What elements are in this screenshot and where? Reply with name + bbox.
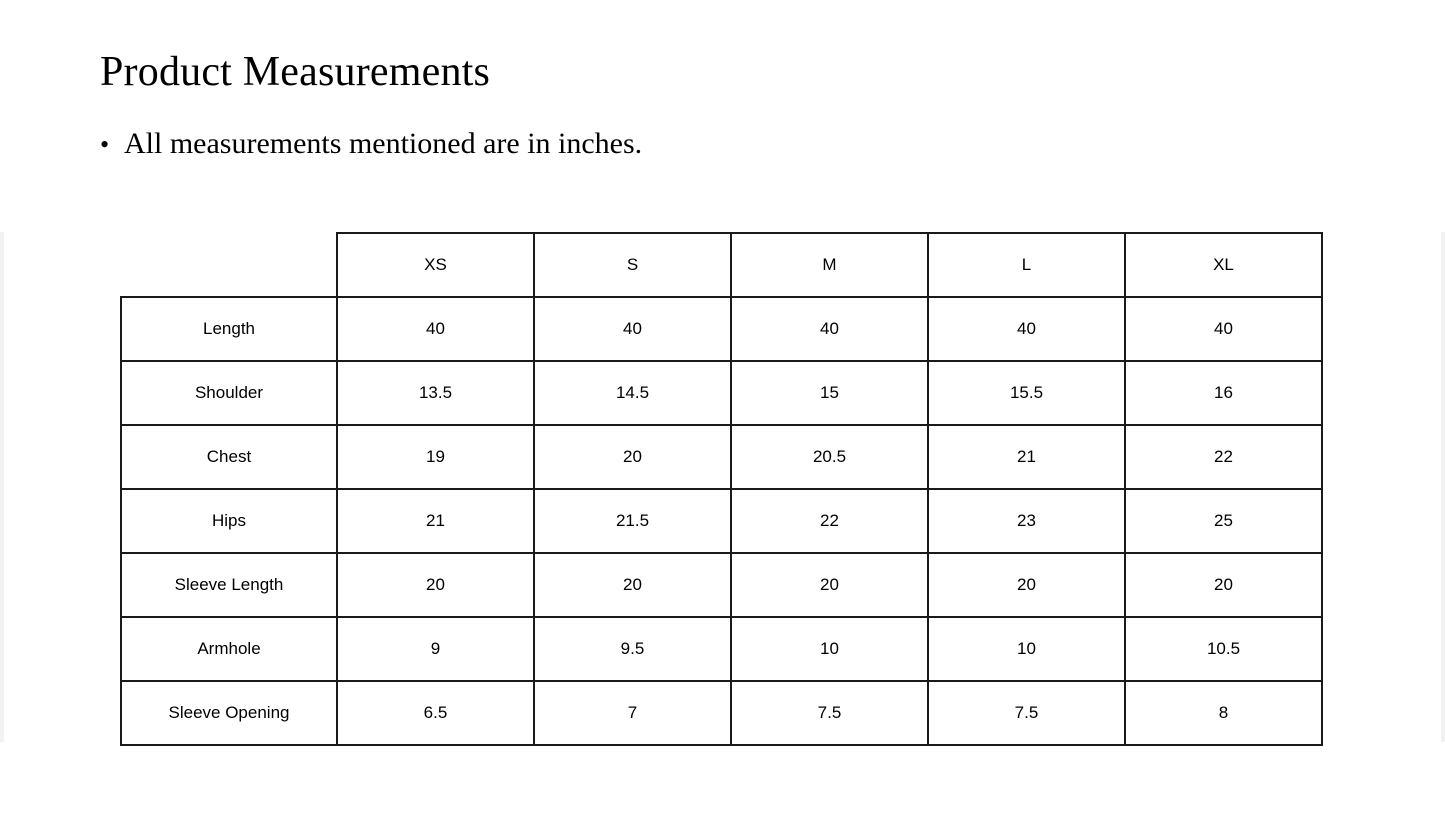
measurements-table-container <box>120 232 1323 746</box>
row-label: Sleeve Opening <box>121 681 337 745</box>
cell-value: 20 <box>337 553 534 617</box>
cell-value: 20 <box>1125 553 1322 617</box>
table-body <box>121 297 1322 745</box>
table-row <box>121 297 1322 361</box>
table-row <box>121 361 1322 425</box>
table-header <box>121 233 1322 297</box>
cell-value: 15 <box>731 361 928 425</box>
cell-value: 40 <box>534 297 731 361</box>
cell-value: 9.5 <box>534 617 731 681</box>
cell-value: 21.5 <box>534 489 731 553</box>
cell-value: 40 <box>1125 297 1322 361</box>
column-header-m: M <box>731 233 928 297</box>
table-row <box>121 681 1322 745</box>
cell-value: 40 <box>928 297 1125 361</box>
row-label: Sleeve Length <box>121 553 337 617</box>
column-header-s: S <box>534 233 731 297</box>
left-edge-rail <box>0 232 4 742</box>
table-row <box>121 489 1322 553</box>
table-row <box>121 617 1322 681</box>
cell-value: 25 <box>1125 489 1322 553</box>
cell-value: 14.5 <box>534 361 731 425</box>
cell-value: 21 <box>337 489 534 553</box>
cell-value: 10.5 <box>1125 617 1322 681</box>
row-label: Chest <box>121 425 337 489</box>
column-header-xl: XL <box>1125 233 1322 297</box>
cell-value: 23 <box>928 489 1125 553</box>
cell-value: 9 <box>337 617 534 681</box>
page-title: Product Measurements <box>100 49 491 95</box>
table-header-row <box>121 233 1322 297</box>
cell-value: 16 <box>1125 361 1322 425</box>
right-edge-rail <box>1441 232 1445 742</box>
table-corner-cell <box>121 233 337 297</box>
row-label: Shoulder <box>121 361 337 425</box>
row-label: Hips <box>121 489 337 553</box>
cell-value: 15.5 <box>928 361 1125 425</box>
cell-value: 7 <box>534 681 731 745</box>
table-row <box>121 425 1322 489</box>
column-header-l: L <box>928 233 1125 297</box>
cell-value: 8 <box>1125 681 1322 745</box>
cell-value: 13.5 <box>337 361 534 425</box>
row-label: Length <box>121 297 337 361</box>
cell-value: 22 <box>1125 425 1322 489</box>
cell-value: 20 <box>534 553 731 617</box>
cell-value: 20 <box>928 553 1125 617</box>
cell-value: 20 <box>731 553 928 617</box>
cell-value: 10 <box>928 617 1125 681</box>
cell-value: 20 <box>534 425 731 489</box>
cell-value: 10 <box>731 617 928 681</box>
bullet-item <box>100 124 642 163</box>
cell-value: 21 <box>928 425 1125 489</box>
cell-value: 40 <box>731 297 928 361</box>
row-label: Armhole <box>121 617 337 681</box>
cell-value: 6.5 <box>337 681 534 745</box>
cell-value: 20.5 <box>731 425 928 489</box>
cell-value: 40 <box>337 297 534 361</box>
cell-value: 7.5 <box>731 681 928 745</box>
table-row <box>121 553 1322 617</box>
bullet-marker-icon: • <box>100 130 110 159</box>
measurements-table <box>120 232 1323 746</box>
cell-value: 7.5 <box>928 681 1125 745</box>
column-header-xs: XS <box>337 233 534 297</box>
cell-value: 19 <box>337 425 534 489</box>
bullet-item-label: All measurements mentioned are in inches. <box>124 127 643 160</box>
cell-value: 22 <box>731 489 928 553</box>
